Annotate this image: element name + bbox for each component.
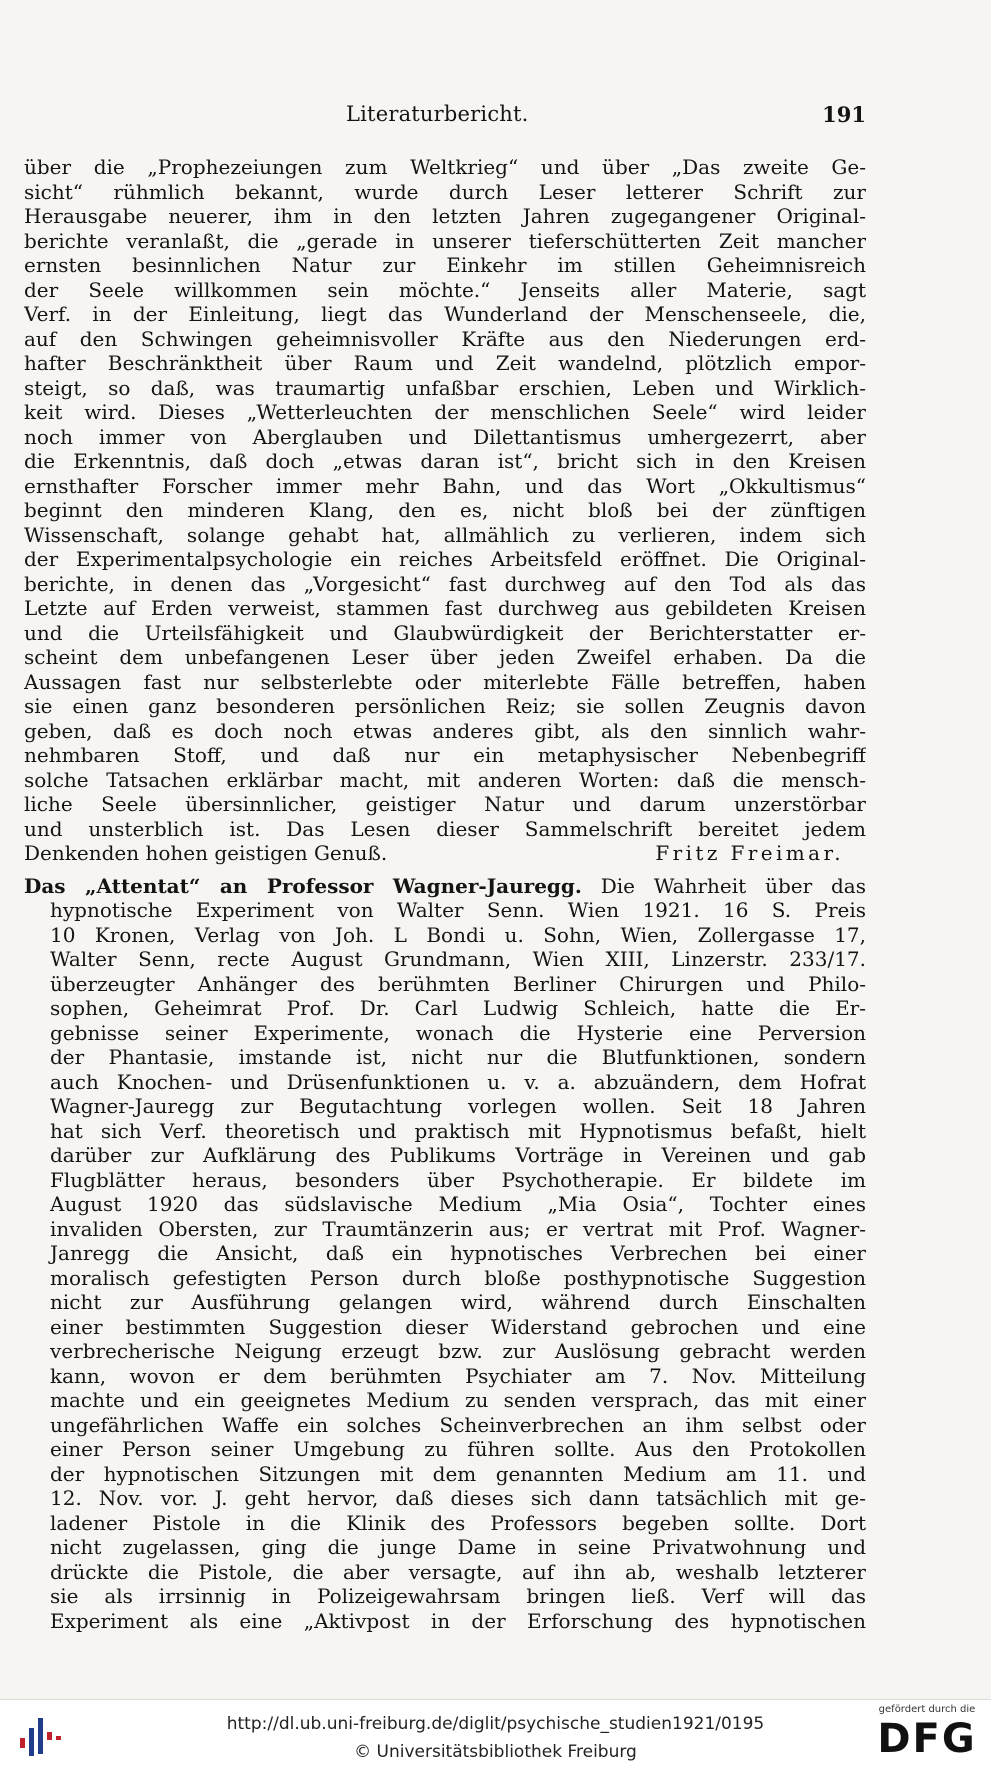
dfg-caption: gefördert durch die bbox=[878, 1704, 976, 1715]
text-line: ernsten besinnlichen Natur zur Einkehr im stillen Geheimnisreich bbox=[24, 253, 866, 277]
text-line: berichte veranlaßt, die „gerade in unserer tieferschütterten Zeit mancher bbox=[24, 228, 866, 253]
text-line: gebnisse seiner Experimente, wonach die Hysterie eine Perversion bbox=[50, 1020, 866, 1045]
text-line: Verf. in der Einleitung, liegt das Wunderland der Menschenseele, die, bbox=[24, 302, 866, 326]
text-line: noch immer von Aberglauben und Dilettantismus umhergezerrt, aber bbox=[24, 424, 866, 449]
text-line: sie einen ganz besonderen persönlichen Reiz; sie sollen Zeugnis davon bbox=[24, 694, 866, 718]
text-line: Wissenschaft, solange gehabt hat, allmählich zu verlieren, indem sich bbox=[24, 522, 866, 547]
text-line: darüber zur Aufklärung des Publikums Vorträge in Vereinen und gab bbox=[50, 1143, 866, 1167]
review-lead-title: Das „Attentat“ an Professor Wagner-Jauregg. bbox=[24, 873, 582, 898]
page-body bbox=[24, 155, 866, 1633]
text-line: invaliden Obersten, zur Traumtänzerin aus; er vertrat mit Prof. Wagner- bbox=[50, 1216, 866, 1241]
text-line: liche Seele übersinnlicher, geistiger Natur und darum unzerstörbar bbox=[24, 792, 866, 816]
copyright-notice: © Universitätsbibliothek Freiburg bbox=[354, 1742, 637, 1762]
text-line: sie als irrsinnig in Polizeigewahrsam bringen ließ. Verf will das bbox=[50, 1584, 866, 1608]
text-line: hypnotische Experiment von Walter Senn. Wien 1921. 16 S. Preis bbox=[50, 898, 866, 922]
text-line: Wagner-Jauregg zur Begutachtung vorlegen wollen. Seit 18 Jahren bbox=[50, 1094, 866, 1118]
text-line: Aussagen fast nur selbsterlebte oder miterlebte Fälle betreffen, haben bbox=[24, 669, 866, 694]
text-line: einer Person seiner Umgebung zu führen sollte. Aus den Protokollen bbox=[50, 1437, 866, 1461]
text-line: Janregg die Ansicht, daß ein hypnotisches Verbrechen bei einer bbox=[50, 1241, 866, 1265]
text-line: der hypnotischen Sitzungen mit dem genannten Medium am 11. und bbox=[50, 1461, 866, 1486]
text-line: der Phantasie, imstande ist, nicht nur die Blutfunktionen, sondern bbox=[50, 1045, 866, 1069]
text-line: moralisch gefestigten Person durch bloße posthypnotische Suggestion bbox=[50, 1265, 866, 1290]
text-line: der Experimentalpsychologie ein reiches Arbeitsfeld eröffnet. Die Original- bbox=[24, 547, 866, 571]
text-line: Experiment als eine „Aktivpost in der Erforschung des hypnotischen bbox=[50, 1608, 866, 1633]
dfg-funding-logo bbox=[871, 1704, 983, 1764]
review-fortsetzung bbox=[24, 155, 866, 841]
closing-text: Denkenden hohen geistigen Genuß. bbox=[24, 841, 388, 865]
text-line: nicht zugelassen, ging die junge Dame in seine Privatwohnung und bbox=[50, 1535, 866, 1559]
text-line: nicht zur Ausführung gelangen wird, während durch Einschalten bbox=[50, 1290, 866, 1314]
text-line: beginnt den minderen Klang, den es, nicht bloß bei der zünftigen bbox=[24, 498, 866, 522]
text-line: Walter Senn, recte August Grundmann, Wien XIII, Linzerstr. 233/17. bbox=[50, 947, 866, 971]
text-line: geben, daß es doch noch etwas anderes gibt, als den sinnlich wahr- bbox=[24, 718, 866, 743]
dfg-logo-icon: DFG bbox=[877, 1716, 977, 1762]
review-heading-line bbox=[24, 874, 866, 899]
text-line: und die Urteilsfähigkeit und Glaubwürdigkeit der Berichterstatter er- bbox=[24, 620, 866, 645]
text-line: über die „Prophezeiungen zum Weltkrieg“ und über „Das zweite Ge- bbox=[24, 155, 866, 179]
review-attentat bbox=[24, 874, 866, 1634]
text-line: sicht“ rühmlich bekannt, wurde durch Leser letterer Schrift zur bbox=[24, 179, 866, 204]
text-line: auf den Schwingen geheimnisvoller Kräfte aus den Niederungen erd- bbox=[24, 326, 866, 351]
text-line: ungefährlichen Waffe ein solches Scheinverbrechen an ihm selbst oder bbox=[50, 1412, 866, 1437]
text-line: hafter Beschränktheit über Raum und Zeit wandelnd, plötzlich empor- bbox=[24, 351, 866, 375]
review-closing-line bbox=[24, 841, 866, 866]
text-line: kann, wovon er dem berühmten Psychiater am 7. Nov. Mitteilung bbox=[50, 1363, 866, 1388]
text-line: berichte, in denen das „Vorgesicht“ fast durchweg auf den Tod als das bbox=[24, 571, 866, 596]
text-line: verbrecherische Neigung erzeugt bzw. zur Auslösung gebracht werden bbox=[50, 1339, 866, 1363]
text-line: steigt, so daß, was traumartig unfaßbar erschien, Leben und Wirklich- bbox=[24, 375, 866, 400]
reviewer-signature: Fritz Freimar. bbox=[655, 841, 844, 865]
running-header bbox=[24, 102, 866, 132]
text-line: der Seele willkommen sein möchte.“ Jenseits aller Materie, sagt bbox=[24, 277, 866, 302]
text-line: die Erkenntnis, daß doch „etwas daran ist“, bricht sich in den Kreisen bbox=[24, 449, 866, 473]
text-line: auch Knochen- und Drüsenfunktionen u. v. a. abzuändern, dem Hofrat bbox=[50, 1069, 866, 1094]
page-number: 191 bbox=[822, 102, 866, 127]
text-line: machte und ein geeignetes Medium zu senden versprach, das mit einer bbox=[50, 1388, 866, 1412]
text-line: ladener Pistole in die Klinik des Professors begeben sollte. Dort bbox=[50, 1510, 866, 1535]
review-lead-rest: Die Wahrheit über das bbox=[600, 873, 866, 898]
text-line: hat sich Verf. theoretisch und praktisch mit Hypnotismus befaßt, hielt bbox=[50, 1118, 866, 1143]
text-line: Flugblätter heraus, besonders über Psychotherapie. Er bildete im bbox=[50, 1167, 866, 1192]
text-line: einer bestimmten Suggestion dieser Widerstand gebrochen und eine bbox=[50, 1314, 866, 1339]
text-line: überzeugter Anhänger des berühmten Berliner Chirurgen und Philo- bbox=[50, 971, 866, 996]
text-line: keit wird. Dieses „Wetterleuchten der menschlichen Seele“ wird leider bbox=[24, 400, 866, 424]
text-line: ernsthafter Forscher immer mehr Bahn, und das Wort „Okkultismus“ bbox=[24, 473, 866, 498]
text-line: August 1920 das südslavische Medium „Mia Osia“, Tochter eines bbox=[50, 1192, 866, 1216]
footer-bar bbox=[0, 1699, 991, 1768]
text-line: drückte die Pistole, die aber versagte, auf ihn ab, weshalb letzterer bbox=[50, 1559, 866, 1584]
text-line: Herausgabe neuerer, ihm in den letzten Jahren zugegangener Original- bbox=[24, 204, 866, 228]
text-line: nehmbaren Stoff, und daß nur ein metaphysischer Nebenbegriff bbox=[24, 743, 866, 767]
text-line: 10 Kronen, Verlag von Joh. L Bondi u. Sohn, Wien, Zollergasse 17, bbox=[50, 922, 866, 947]
text-line: sophen, Geheimrat Prof. Dr. Carl Ludwig Schleich, hatte die Er- bbox=[50, 996, 866, 1020]
text-line: und unsterblich ist. Das Lesen dieser Sammelschrift bereitet jedem bbox=[24, 816, 866, 841]
running-title: Literaturbericht. bbox=[346, 102, 529, 126]
text-line: Letzte auf Erden verweist, stammen fast durchweg aus gebildeten Kreisen bbox=[24, 596, 866, 620]
text-line: solche Tatsachen erklärbar macht, mit anderen Worten: daß die mensch- bbox=[24, 767, 866, 792]
text-line: scheint dem unbefangenen Leser über jeden Zweifel erhaben. Da die bbox=[24, 645, 866, 669]
source-url-link[interactable]: http://dl.ub.uni-freiburg.de/diglit/psychische_studien1921/0195 bbox=[226, 1714, 765, 1734]
text-line: 12. Nov. vor. J. geht hervor, daß dieses sich dann tatsächlich mit ge- bbox=[50, 1486, 866, 1510]
